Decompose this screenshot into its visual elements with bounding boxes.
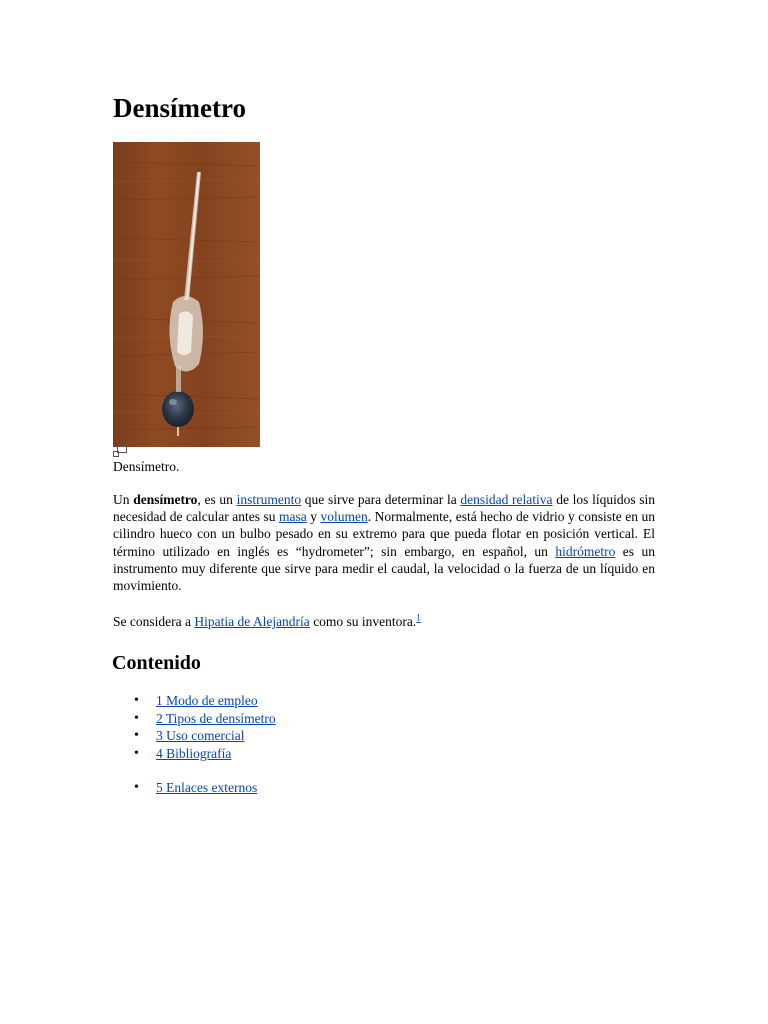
intro-text: y	[306, 509, 321, 525]
image-caption: Densímetro.	[113, 459, 180, 474]
link-hidrometro[interactable]: hidrómetro	[555, 543, 616, 559]
intro-text: es un instrumento muy diferente que sirve para medir el caudal, la velocidad o la fuerza de un líquido en movimiento.	[113, 543, 655, 594]
page-title: Densímetro	[113, 93, 246, 123]
hydrometer-photo	[113, 142, 260, 447]
intro-text: , es un	[197, 492, 237, 507]
toc-item	[113, 779, 276, 797]
toc-item	[113, 745, 276, 763]
inventor-text: Se considera a	[113, 614, 195, 629]
toc-heading: Contenido	[112, 652, 201, 674]
link-densidad-relativa[interactable]: densidad relativa	[460, 492, 553, 507]
toc-item	[113, 692, 276, 710]
link-volumen[interactable]: volumen	[320, 509, 368, 525]
inventor-paragraph	[113, 613, 655, 630]
inventor-text: como su inventora.	[309, 614, 417, 629]
enlarge-icon[interactable]	[113, 446, 127, 457]
intro-text: . Normalmente, está hecho de vidrio y consiste en un cilindro hueco con un bulbo pesado en su extremo para que pueda flotar en posición vertical. El término utilizado en inglés es “hydrometer”; sin embargo, en español, un	[113, 509, 656, 559]
intro-paragraph	[113, 491, 655, 594]
toc-link-bibliografia[interactable]: 4 Bibliografía	[156, 745, 232, 761]
link-instrumento[interactable]: instrumento	[236, 492, 302, 507]
link-masa[interactable]: masa	[278, 509, 307, 525]
bold-term: densímetro	[133, 492, 198, 507]
toc-item	[113, 710, 276, 728]
reference-1[interactable]: 1	[416, 612, 421, 623]
link-hipatia[interactable]: Hipatia de Alejandría	[194, 614, 310, 629]
toc-list	[113, 692, 276, 797]
toc-link-tipos-de-densimetro[interactable]: 2 Tipos de densímetro	[156, 710, 276, 726]
toc-link-modo-de-empleo[interactable]: 1 Modo de empleo	[156, 693, 258, 708]
intro-text: Un	[113, 492, 134, 507]
toc-link-enlaces-externos[interactable]: 5 Enlaces externos	[156, 780, 258, 795]
toc-item	[113, 727, 276, 745]
intro-text: de los líquidos sin necesidad de calcular antes su	[113, 492, 656, 525]
intro-text: que sirve para determinar la	[301, 492, 461, 507]
toc-link-uso-comercial[interactable]: 3 Uso comercial	[156, 728, 245, 743]
